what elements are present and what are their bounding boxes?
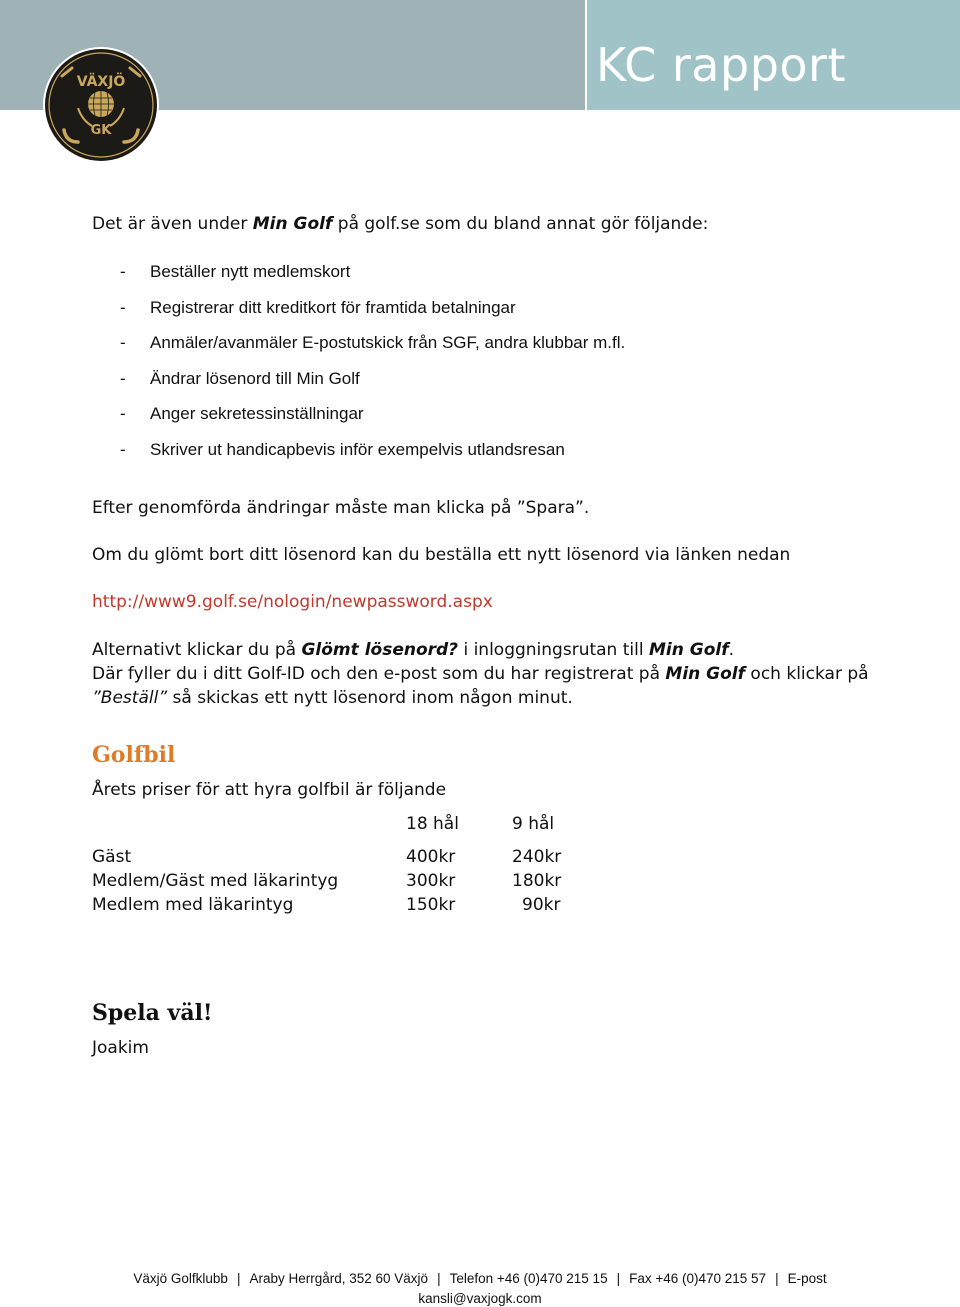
list-item: - Anger sekretessinställningar bbox=[120, 404, 364, 424]
password-link[interactable]: http://www9.golf.se/nologin/newpassword.aspx bbox=[92, 592, 493, 612]
club-logo bbox=[42, 46, 160, 164]
footer-email[interactable]: kansli@vaxjogk.com bbox=[418, 1291, 542, 1306]
price-18: 300kr bbox=[406, 871, 456, 891]
list-item: - Skriver ut handicapbevis inför exempelvis utlandsresan bbox=[120, 439, 565, 459]
col-header-9: 9 hål bbox=[512, 814, 555, 834]
price-9: 240kr bbox=[512, 847, 562, 867]
price-18: 150kr bbox=[406, 895, 456, 915]
closing-heading: Spela väl! bbox=[92, 1000, 213, 1026]
forgot-paragraph: Om du glömt bort ditt lösenord kan du beställa ett nytt lösenord via länken nedan bbox=[92, 545, 791, 565]
intro-paragraph: Det är även under Min Golf på golf.se som du bland annat gör följande: bbox=[92, 214, 709, 234]
price-row-label: Medlem med läkarintyg bbox=[92, 895, 294, 915]
alt-line-1: Alternativt klickar du på Glömt lösenord? i inloggningsrutan till Min Golf. bbox=[92, 640, 734, 660]
list-item: - Anmäler/avanmäler E-postutskick från SGF, andra klubbar m.fl. bbox=[120, 333, 626, 353]
price-row-label: Gäst bbox=[92, 847, 132, 867]
signature-name: Joakim bbox=[92, 1038, 149, 1058]
logo-text-bottom: GK bbox=[90, 123, 112, 138]
list-item: - Registrerar ditt kreditkort för framtida betalningar bbox=[120, 297, 516, 317]
logo-text-top: VÄXJÖ bbox=[76, 74, 126, 90]
golfbil-heading: Golfbil bbox=[92, 742, 176, 768]
save-paragraph: Efter genomförda ändringar måste man klicka på ”Spara”. bbox=[92, 498, 590, 518]
col-header-18: 18 hål bbox=[406, 814, 459, 834]
alt-line-2: Där fyller du i ditt Golf-ID och den e-post som du har registrerat på Min Golf och klickar på bbox=[92, 664, 869, 684]
page-title: KC rapport bbox=[596, 38, 846, 92]
list-item: - Beställer nytt medlemskort bbox=[120, 262, 351, 281]
golfbil-intro: Årets priser för att hyra golfbil är följande bbox=[92, 780, 447, 800]
footer-contact-line: Växjö Golfklubb | Araby Herrgård, 352 60 Växjö | Telefon +46 (0)470 215 15 | Fax +46 (0)470 215 57 | E-post bbox=[133, 1271, 827, 1286]
feature-list bbox=[120, 260, 625, 474]
price-18: 400kr bbox=[406, 847, 456, 867]
alt-line-3: ”Beställ” så skickas ett nytt lösenord inom någon minut. bbox=[92, 688, 573, 708]
price-9: 180kr bbox=[512, 871, 562, 891]
price-row-label: Medlem/Gäst med läkarintyg bbox=[92, 871, 339, 891]
price-9: 90kr bbox=[522, 895, 561, 915]
list-item: - Ändrar lösenord till Min Golf bbox=[120, 368, 360, 388]
